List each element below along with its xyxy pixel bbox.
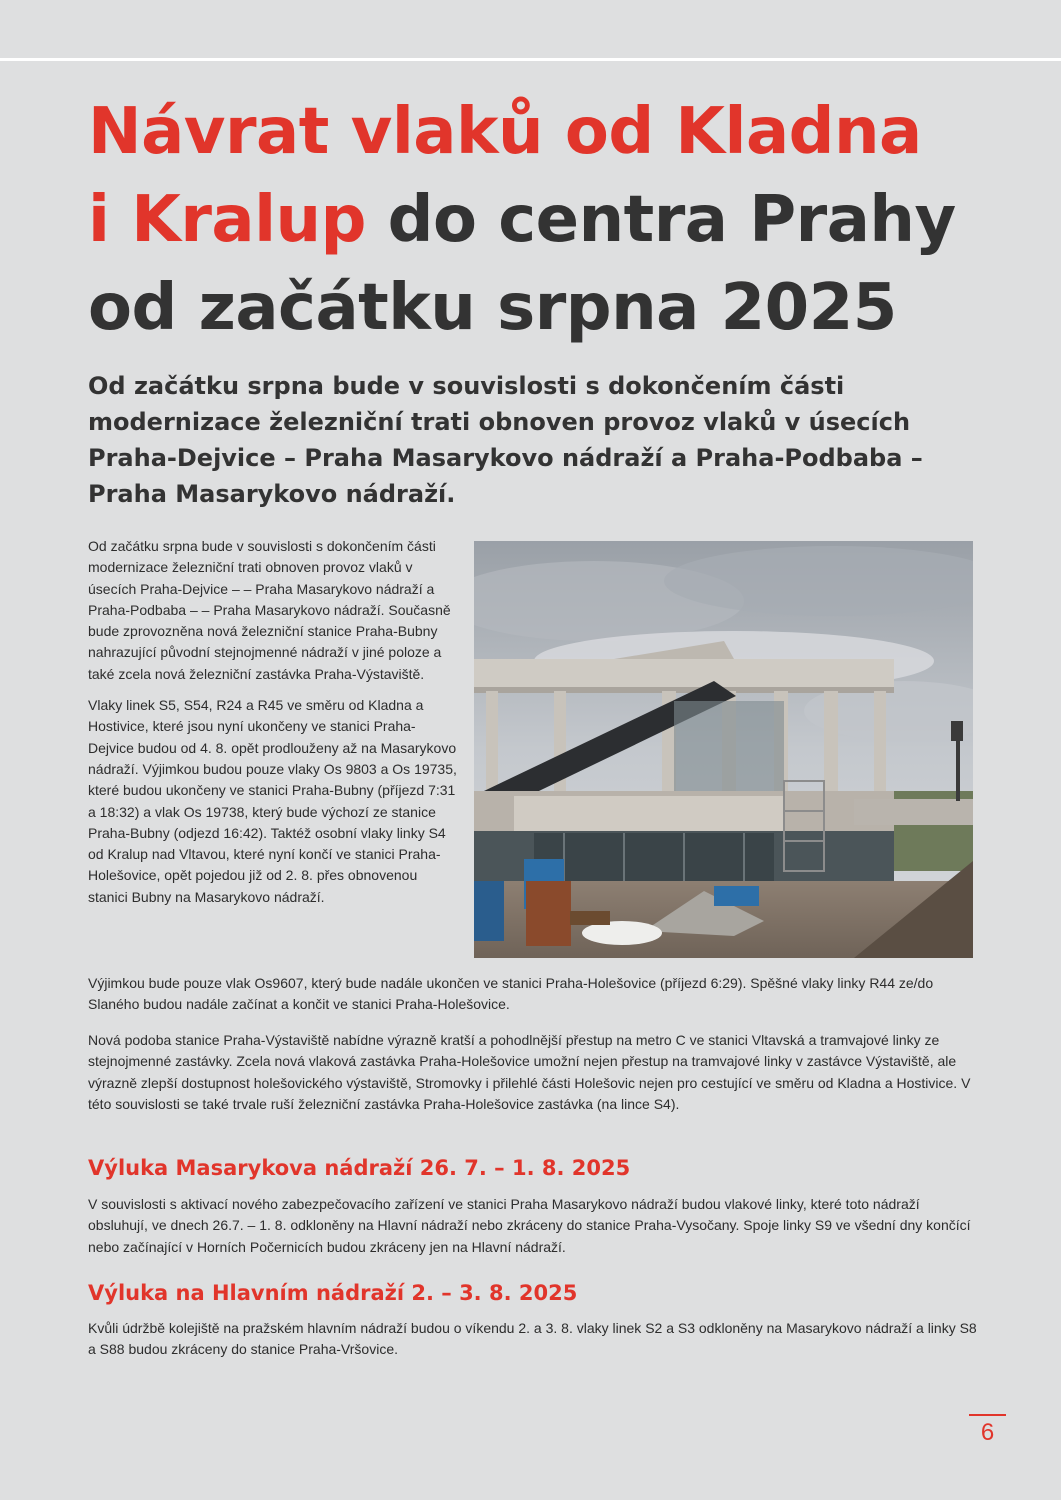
title-line-1: Návrat vlaků od Kladna <box>88 95 922 169</box>
page-number: 6 <box>980 1419 995 1446</box>
lead-paragraph: Od začátku srpna bude v souvislosti s dokončením části modernizace železniční trati obnoven provoz vlaků v úsecích Praha-Dejvice – Praha Masarykovo nádraží a Praha-Podbaba – Praha Masarykovo nádraží. <box>88 372 923 508</box>
body-paragraph-3: Nová podoba stanice Praha-Výstaviště nabídne výrazně kratší a pohodlnější přestup na metro C ve stanici Vltavská a tramvajové linky ze stejnojmenné zastávky. Zcela nová vlaková zastávka Praha-Holešovice umožní nejen přestup na tramvajové linky v zastávce Výstaviště, ale výrazně zlepší dostupnost holešovického výstaviště, Stromovky i přilehlé části Holešovic nejen pro cestující ve směru od Kladna a Hostivice. V této souvislosti se také trvale ruší železniční zastávka Praha-Holešovice zastávka (na lince S4). <box>88 1032 971 1112</box>
body-paragraph-2-continued: Výjimkou bude pouze vlak Os9607, který bude nadále ukončen ve stanici Praha-Holešovice (příjezd 6:29). Spěšné vlaky linky R44 ze/do Slaného budou nadále začínat a končit ve stanici Praha-Holešovice. <box>88 975 934 1013</box>
section-text-hlavni: Kvůli údržbě kolejiště na pražském hlavním nádraží budou o víkendu 2. a 3. 8. vlaky linek S2 a S3 odkloněny na Masarykovo nádraží a linky S8 a S88 budou zkráceny do stanice Praha-Vršovice. <box>88 1320 977 1358</box>
section-heading-masaryk: Výluka Masarykova nádraží 26. 7. – 1. 8. 2025 <box>88 1156 631 1180</box>
section-text-masaryk-block <box>88 1194 978 1258</box>
page-title <box>88 88 988 352</box>
title-highlight-kralup: i Kralup <box>88 183 366 257</box>
section-text-hlavni-block <box>88 1318 978 1361</box>
station-construction-photo <box>474 541 973 958</box>
title-line-2-rest: do centra Prahy <box>365 183 956 257</box>
body-paragraph-3-block <box>88 1030 978 1115</box>
title-line-3: od začátku srpna 2025 <box>88 271 897 345</box>
page-number-rule <box>969 1414 1006 1416</box>
section-heading-hlavni: Výluka na Hlavním nádraží 2. – 3. 8. 2025 <box>88 1281 578 1305</box>
body-paragraph-1: Od začátku srpna bude v souvislosti s dokončením části modernizace železniční trati obnoven provoz vlaků v úsecích Praha-Dejvice – – Praha Masarykovo nádraží a Praha-Podbaba – – Praha Masarykovo nádraží. Současně bude zprovozněna nová železniční stanice Praha-Bubny nahrazující původní stejnojmenné nádraží v jiné poloze a také zcela nová železniční zastávka Praha-Výstaviště. <box>88 538 451 682</box>
top-divider <box>0 58 1061 61</box>
body-paragraph-2: Vlaky linek S5, S54, R24 a R45 ve směru od Kladna a Hostivice, které jsou nyní ukončeny ve stanici Praha-Dejvice budou od 4. 8. opět prodlouženy až na Masarykovo nádraží. Výjimkou budou pouze vlaky Os 9803 a Os 19735, které budou ukončeny ve stanici Praha-Bubny (příjezd 7:31 a 18:32) a vlak Os 19738, který bude výchozí ze stanice Praha-Bubny (odjezd 16:42). Taktéž osobní vlaky linky S4 od Kralup nad Vltavou, které nyní končí ve stanici Praha-Holešovice, opět pojedou již od 2. 8. přes obnovenou stanici Bubny na Masarykovo nádraží. <box>88 697 457 905</box>
column-text <box>88 536 460 918</box>
body-paragraph-2-continued-block <box>88 973 978 1016</box>
section-text-masaryk: V souvislosti s aktivací nového zabezpečovacího zařízení ve stanici Praha Masarykovo nádraží budou vlakové linky, které toto nádraží obsluhují, ve dnech 26.7. – 1. 8. odkloněny na Hlavní nádraží nebo zkráceny do stanice Praha-Vysočany. Spoje linky S9 ve všední dny končící nebo začínající v Horních Počernicích budou zkráceny jen na Hlavní nádraží. <box>88 1196 971 1255</box>
